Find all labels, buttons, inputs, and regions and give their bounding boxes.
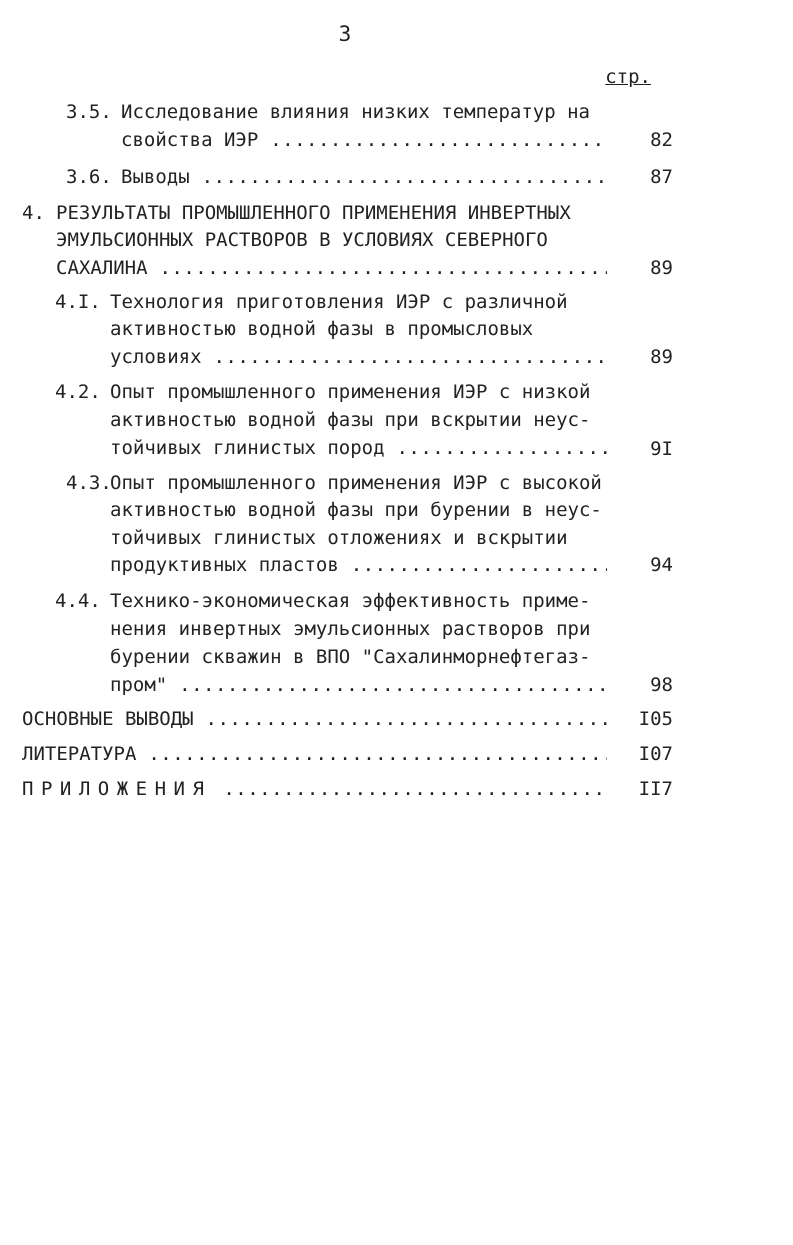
toc-entry-line: Опыт промышленного применения ИЭР с высокой <box>110 472 602 494</box>
page-number: 3 <box>338 22 352 46</box>
toc-entry-line: пром" ..... <box>110 674 607 696</box>
toc-entry-number: 4. <box>22 202 45 224</box>
page-column-label: стр. <box>605 66 651 88</box>
toc-entry-number: 4.3. <box>66 472 112 494</box>
toc-entry-line: тойчивых глинистых отложениях и вскрытии <box>110 527 568 549</box>
toc-entry-page: 94 <box>650 554 673 576</box>
toc-entry-line: Технология приготовления ИЭР с различной <box>110 291 568 313</box>
toc-entry-number: 4.4. <box>55 590 101 612</box>
toc-entry-page: 98 <box>650 674 673 696</box>
toc-entry-line: продуктивных пластов ..... <box>110 554 607 576</box>
toc-entry-line: РЕЗУЛЬТАТЫ ПРОМЫШЛЕННОГО ПРИМЕНЕНИЯ ИНВЕРТНЫХ <box>56 202 571 224</box>
toc-entry-number: 3.5. <box>66 101 112 123</box>
toc-entry-line: Исследование влияния низких температур на <box>121 101 590 123</box>
toc-entry-line: тойчивых глинистых пород ..... <box>110 437 607 459</box>
toc-entry-page: I05 <box>638 708 673 730</box>
toc-entry-line: активностью водной фазы при вскрытии неус- <box>110 409 591 431</box>
toc-entry-line: активностью водной фазы при бурении в неус- <box>110 499 602 521</box>
toc-entry-line: ЭМУЛЬСИОННЫХ РАСТВОРОВ В УСЛОВИЯХ СЕВЕРНОГО <box>56 229 548 251</box>
toc-entry-page: 89 <box>650 257 673 279</box>
toc-entry-page: 87 <box>650 166 673 188</box>
toc-entry-line: нения инвертных эмульсионных растворов при <box>110 618 591 640</box>
toc-entry-line: свойства ИЭР ..... <box>121 129 607 151</box>
toc-entry-line: активностью водной фазы в промысловых <box>110 318 534 340</box>
toc-entry-number: 4.2. <box>55 381 101 403</box>
toc-entry-line: ЛИТЕРАТУРА ..... <box>22 743 607 765</box>
toc-entry-page: I07 <box>638 743 673 765</box>
toc-entry-page: II7 <box>638 778 673 800</box>
toc-entry-line: ОСНОВНЫЕ ВЫВОДЫ ..... <box>22 708 607 730</box>
toc-entry-page: 9I <box>650 438 673 460</box>
toc-entry-line: Опыт промышленного применения ИЭР с низкой <box>110 381 591 403</box>
toc-entry-line: САХАЛИНА ..... <box>56 257 607 279</box>
toc-entry-line: бурении скважин в ВПО "Сахалинморнефтегаз- <box>110 646 591 668</box>
toc-entry-line: Выводы ..... <box>121 166 607 188</box>
toc-entry-line: Технико-экономическая эффективность приме- <box>110 590 591 612</box>
toc-entry-line: ПРИЛОЖЕНИЯ ..... <box>22 778 607 800</box>
toc-entry-page: 89 <box>650 346 673 368</box>
toc-entry-page: 82 <box>650 129 673 151</box>
toc-entry-line: условиях ..... <box>110 346 607 368</box>
toc-entry-number: 3.6. <box>66 166 112 188</box>
toc-entry-number: 4.I. <box>55 291 101 313</box>
